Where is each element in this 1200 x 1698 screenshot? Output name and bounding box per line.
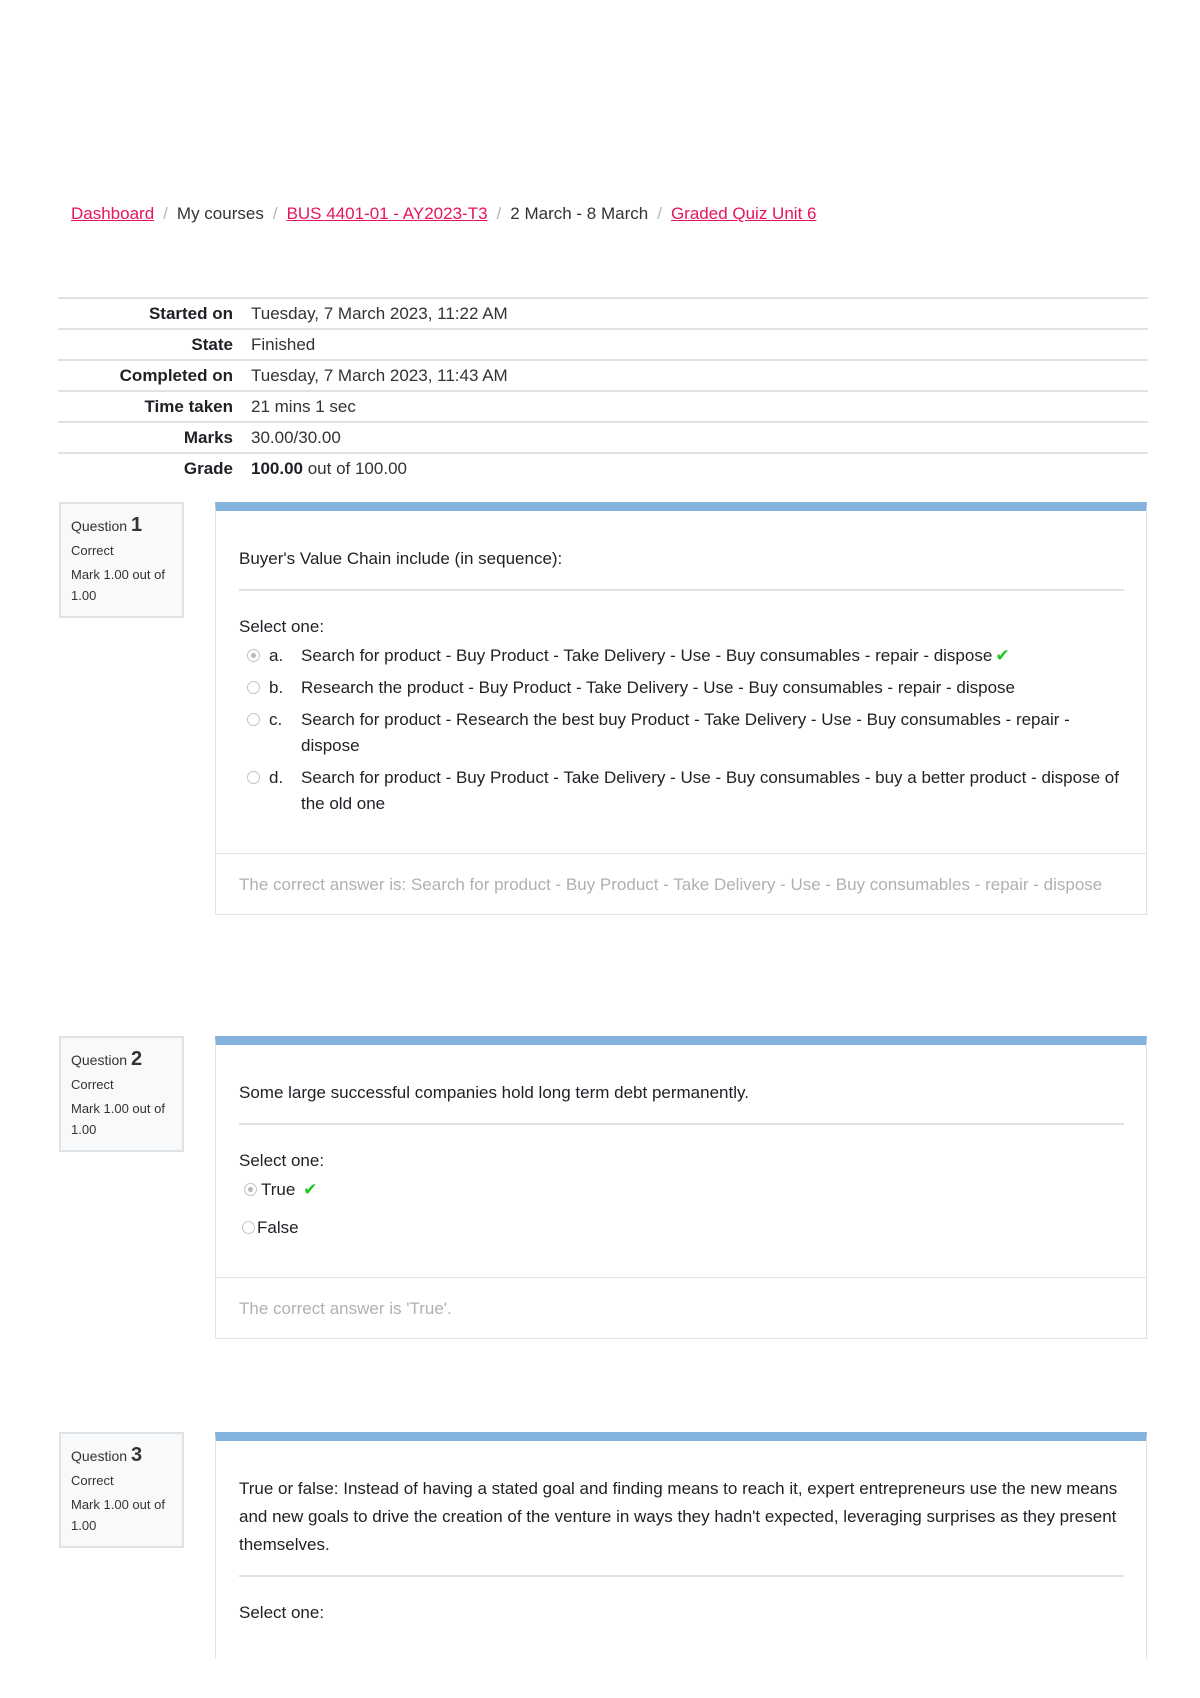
option-text (301, 643, 1124, 669)
question-number (71, 514, 172, 537)
question-state: Correct (71, 1473, 114, 1488)
summary-label: State (191, 334, 233, 354)
breadcrumb-separator: / (272, 204, 278, 223)
summary-label: Started on (148, 303, 233, 323)
correct-check-icon: ✔ (303, 1180, 318, 1199)
option-letter: b. (269, 678, 284, 697)
breadcrumb-quiz-link[interactable]: Graded Quiz Unit 6 (670, 204, 817, 223)
answer-option-false[interactable] (239, 1215, 1124, 1241)
option-label: Search for product - Buy Product - Take Delivery - Use - Buy consumables - buy a better product - dispose of the old one (301, 768, 1119, 813)
option-letter: d. (269, 768, 284, 787)
breadcrumb (71, 204, 816, 224)
question-number-value: 1 (130, 514, 143, 536)
option-text (261, 1177, 1124, 1203)
question-grade: Mark 1.00 out of 1.00 (71, 1101, 165, 1137)
question-text: Buyer's Value Chain include (in sequence): (239, 549, 563, 568)
question-formulation (215, 1036, 1147, 1278)
correct-check-icon: ✔ (995, 646, 1010, 665)
select-one-prompt: Select one: (239, 1603, 325, 1622)
summary-row-grade (58, 453, 1148, 483)
summary-value: Finished (251, 334, 316, 354)
answer-options (239, 643, 1124, 817)
radio-selected[interactable] (244, 1183, 257, 1196)
option-label: False (257, 1218, 299, 1237)
question-text: Some large successful companies hold long term debt permanently. (239, 1083, 749, 1102)
question-text: True or false: Instead of having a stated goal and finding means to reach it, expert entrepreneurs use the new means and new goals to drive the creation of the venture in ways they hadn't expected, leveraging surprises as they present themselves. (239, 1479, 1118, 1554)
divider (239, 589, 1124, 591)
answer-option-true[interactable] (239, 1177, 1124, 1203)
option-label: Research the product - Buy Product - Take Delivery - Use - Buy consumables - repair - dispose (301, 678, 1015, 697)
breadcrumb-separator: / (496, 204, 502, 223)
summary-row-marks (58, 422, 1148, 453)
correct-answer-feedback: The correct answer is 'True'. (215, 1278, 1147, 1339)
attempt-summary-table (58, 297, 1148, 483)
divider (239, 1123, 1124, 1125)
question-content-3 (215, 1432, 1147, 1659)
breadcrumb-separator: / (657, 204, 662, 223)
summary-label: Time taken (144, 396, 233, 416)
summary-row-started (58, 298, 1148, 329)
breadcrumb-week: 2 March - 8 March (510, 204, 649, 223)
radio-button[interactable] (247, 681, 260, 694)
summary-value: Tuesday, 7 March 2023, 11:22 AM (251, 303, 508, 323)
select-one-prompt: Select one: (239, 617, 325, 636)
correct-answer-feedback: The correct answer is: Search for product - Buy Product - Take Delivery - Use - Buy consumables - repair - dispose (215, 854, 1147, 915)
question-grade: Mark 1.00 out of 1.00 (71, 1497, 165, 1533)
breadcrumb-course-link[interactable]: BUS 4401-01 - AY2023-T3 (286, 204, 488, 223)
answer-option-c[interactable] (239, 707, 1124, 759)
grade-out-of: out of 100.00 (303, 458, 407, 478)
answer-option-b[interactable] (239, 675, 1124, 701)
option-label: Search for product - Buy Product - Take Delivery - Use - Buy consumables - repair - dispose (301, 646, 993, 665)
breadcrumb-dashboard-link[interactable]: Dashboard (71, 204, 155, 223)
summary-row-completed (58, 360, 1148, 391)
answer-options (239, 1177, 1124, 1241)
question-state: Correct (71, 1077, 114, 1092)
question-number (71, 1048, 172, 1071)
question-label: Question (71, 1448, 128, 1464)
radio-button[interactable] (242, 1221, 255, 1234)
question-label: Question (71, 518, 128, 534)
option-letter: c. (269, 710, 283, 729)
select-one-prompt: Select one: (239, 1151, 325, 1170)
breadcrumb-my-courses: My courses (176, 204, 264, 223)
breadcrumb-separator: / (163, 204, 168, 223)
question-number (71, 1444, 172, 1467)
answer-option-a[interactable] (239, 643, 1124, 669)
grade-score: 100.00 (251, 458, 303, 478)
summary-row-time (58, 391, 1148, 422)
question-formulation (215, 502, 1147, 854)
summary-value: 21 mins 1 sec (251, 396, 356, 416)
question-info-3 (59, 1432, 184, 1548)
radio-button[interactable] (247, 771, 260, 784)
summary-label: Marks (183, 427, 233, 447)
question-number-value: 2 (130, 1048, 143, 1070)
divider (239, 1575, 1124, 1577)
question-info-1 (59, 502, 184, 618)
summary-value: 30.00/30.00 (251, 427, 341, 447)
radio-selected[interactable] (247, 649, 260, 662)
question-content-1 (215, 502, 1147, 915)
summary-label: Completed on (119, 365, 233, 385)
option-letter: a. (269, 646, 284, 665)
answer-option-d[interactable] (239, 765, 1124, 817)
question-grade: Mark 1.00 out of 1.00 (71, 567, 165, 603)
question-state: Correct (71, 543, 114, 558)
summary-label: Grade (183, 458, 233, 478)
question-number-value: 3 (130, 1444, 143, 1466)
radio-button[interactable] (247, 713, 260, 726)
question-formulation (215, 1432, 1147, 1659)
summary-value (251, 453, 1148, 483)
option-label: True (261, 1180, 296, 1199)
option-label: Search for product - Research the best buy Product - Take Delivery - Use - Buy consumables - repair - dispose (301, 710, 1070, 755)
question-content-2 (215, 1036, 1147, 1339)
summary-row-state (58, 329, 1148, 360)
question-info-2 (59, 1036, 184, 1152)
summary-value: Tuesday, 7 March 2023, 11:43 AM (251, 365, 508, 385)
question-label: Question (71, 1052, 128, 1068)
